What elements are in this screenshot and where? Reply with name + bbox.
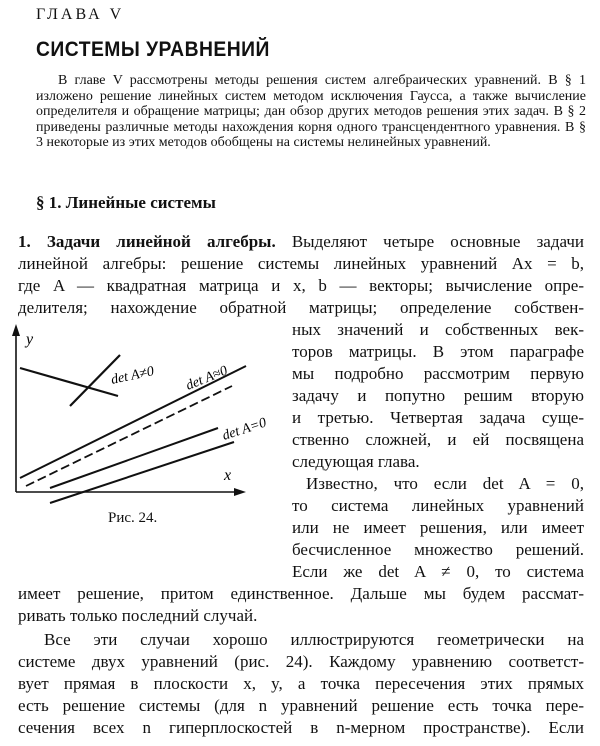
text-line: ственно сложней, и ей посвящена	[292, 430, 584, 449]
x-axis-label: x	[224, 467, 232, 484]
chapter-abstract	[36, 73, 586, 151]
abstract-line: корня одного трансцендентного уравнения. В § 3 некоторые из этих методов	[36, 119, 587, 150]
abstract-line: обобщены на системы нелинейных уравнений.	[210, 135, 491, 150]
text-fragment: Выделяют четыре основные задачи	[291, 232, 584, 251]
line-near-zero-b	[26, 386, 232, 486]
text-line: где A — квадратная матрица и x, b — векторы; вычисление опре-	[18, 276, 584, 295]
text-line: Все эти случаи хорошо иллюстрируются геометрически на	[44, 630, 584, 649]
figure-caption: Рис. 24.	[108, 510, 158, 526]
text-line: или не имеет решения, или имеет	[292, 518, 584, 537]
y-axis-arrow-icon	[12, 324, 20, 336]
abstract-line: В § 1 изложено решение линейных систем методом исключения Гаусса,	[36, 73, 586, 104]
text-line	[18, 232, 584, 252]
abstract-line: В главе V рассмотрены методы решения систем алгебраических уравнений.	[58, 73, 542, 88]
text-line: линейной алгебры: решение системы линейных уравнений Ax = b,	[18, 254, 584, 273]
text-line: системе двух уравнений (рис. 24). Каждому уравнению соответст-	[18, 652, 584, 671]
text-line: то система линейных уравнений	[292, 496, 584, 515]
text-line: мы подробно рассмотрим первую	[292, 364, 584, 383]
text-line: и третью. Четвертая задача суще-	[292, 408, 584, 427]
text-line: бесчисленное множество решений.	[292, 540, 584, 559]
chapter-title: СИСТЕМЫ УРАВНЕНИЙ	[36, 38, 270, 61]
text-line: задачу и попутно решим вторую	[292, 386, 584, 405]
text-line: ных значений и собственных век-	[292, 320, 584, 339]
label-det-nonzero: det A≠0	[109, 364, 156, 388]
text-line: имеет решение, притом единственное. Дальше мы будем рассмат-	[18, 584, 584, 603]
label-det-approx-zero: det A≈0	[183, 363, 230, 394]
abstract-line: методов решения этих задач. В § 2 приведены различные методы нахождения	[36, 104, 587, 135]
abstract-line: а также вычисление определителя и обращение матрицы; дан обзор других	[36, 88, 586, 119]
y-axis-label: y	[26, 331, 34, 348]
subsection-heading: 1. Задачи линейной алгебры.	[18, 232, 276, 251]
text-line: Если же det A ≠ 0, то система	[292, 562, 584, 581]
text-line: следующая глава.	[292, 452, 420, 471]
line-zero-a	[50, 428, 218, 488]
text-line: Известно, что если det A = 0,	[306, 474, 584, 493]
chapter-label: ГЛАВА V	[36, 6, 125, 23]
section-heading: § 1. Линейные системы	[36, 193, 216, 212]
text-line: ривать только последний случай.	[18, 606, 258, 625]
figure-24	[0, 320, 285, 505]
text-line: есть решение системы (для n уравнений решение есть точка пере-	[18, 696, 584, 715]
x-axis-arrow-icon	[234, 488, 246, 496]
text-line: торов матрицы. В этом параграфе	[292, 342, 584, 361]
label-det-zero: det A=0	[220, 415, 269, 444]
line-zero-b	[50, 442, 234, 503]
text-line: вует прямая в плоскости x, y, а точка пересечения этих прямых	[18, 674, 584, 693]
text-line: делителя; нахождение обратной матрицы; определение собствен-	[18, 298, 584, 317]
text-line: сечения всех n гиперплоскостей в n-мерном пространстве). Если	[18, 718, 584, 737]
